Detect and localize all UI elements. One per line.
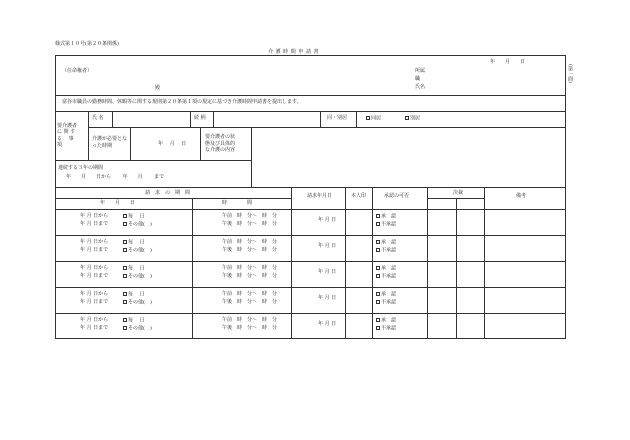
option-daily[interactable] (123, 240, 145, 246)
checkbox-icon (376, 292, 380, 296)
divider (130, 127, 131, 160)
option-other[interactable] (123, 248, 152, 254)
time-pm[interactable]: 午後 時 分～ 時 分 (222, 299, 278, 305)
apply-date[interactable]: 年 月 日 (318, 295, 337, 301)
checkbox-icon (366, 116, 370, 120)
cohabit-option-separate[interactable] (405, 116, 420, 122)
option-label: 不承認 (381, 325, 397, 332)
checkbox-icon (123, 240, 127, 244)
time-pm[interactable]: 午後 時 分～ 時 分 (222, 325, 278, 331)
divider (55, 111, 566, 112)
divider (484, 187, 485, 339)
approve-option[interactable] (376, 266, 396, 272)
checkbox-icon (123, 300, 127, 304)
option-other[interactable] (123, 300, 152, 306)
cohabit-option-same[interactable] (366, 116, 381, 122)
care-state-label (205, 134, 235, 154)
checkbox-icon (376, 222, 380, 226)
option-label: 毎 日 (128, 239, 145, 246)
divider (372, 187, 373, 339)
checkbox-icon (376, 300, 380, 304)
option-label: 毎 日 (128, 291, 145, 298)
checkbox-icon (123, 318, 127, 322)
reject-option[interactable] (376, 248, 396, 254)
divider (55, 160, 251, 161)
cohabit-label: 同・別居 (327, 115, 348, 121)
checkbox-icon (405, 116, 409, 120)
period-label: 連続する３年の期間 (58, 165, 104, 171)
option-label: 承 認 (381, 239, 397, 246)
reject-option[interactable] (376, 326, 396, 332)
option-other[interactable] (123, 222, 152, 228)
time-am[interactable]: 午前 時 分～ 時 分 (222, 317, 278, 323)
divider (427, 198, 484, 199)
option-daily[interactable] (123, 214, 145, 220)
row-divider (55, 235, 566, 236)
option-label: その他( ) (128, 325, 152, 332)
time-pm[interactable]: 午後 時 分～ 時 分 (222, 221, 278, 227)
period-from[interactable]: 年 月 日から (80, 213, 109, 219)
checkbox-icon (123, 266, 127, 270)
divider (213, 111, 214, 127)
option-label: その他( ) (128, 273, 152, 280)
option-label: その他( ) (128, 221, 152, 228)
divider (192, 198, 193, 339)
checkbox-icon (123, 292, 127, 296)
date-subheader: 年 月 日 (100, 200, 136, 206)
option-label: 毎 日 (128, 317, 145, 324)
divider (55, 187, 566, 188)
option-label: 不承認 (381, 221, 397, 228)
need-date[interactable]: 年 月 日 (158, 141, 187, 147)
care-group-line: に 関 す (57, 129, 76, 136)
time-am[interactable]: 午前 時 分～ 時 分 (222, 265, 278, 271)
option-daily[interactable] (123, 292, 145, 298)
care-group-line: 要介護者 (57, 123, 78, 129)
period-to[interactable]: 年 月 日まで (80, 299, 109, 305)
reject-option[interactable] (376, 274, 396, 280)
time-am[interactable]: 午前 時 分～ 時 分 (222, 239, 278, 245)
need-time-label (92, 136, 127, 149)
checkbox-icon (123, 222, 127, 226)
checkbox-icon (376, 274, 380, 278)
approve-option[interactable] (376, 318, 396, 324)
option-label: その他( ) (128, 299, 152, 306)
care-state-line: な介護の内容 (205, 147, 236, 153)
divider (190, 111, 191, 127)
option-label: 毎 日 (128, 213, 145, 220)
divider (55, 95, 566, 96)
dept-label: 所属 (415, 68, 426, 74)
period-to[interactable]: 年 月 日まで (80, 273, 109, 279)
period-from[interactable]: 年 月 日から (80, 291, 109, 297)
need-time-line: った時期 (92, 142, 113, 149)
submission-date[interactable]: 年 月 日 (490, 59, 526, 65)
option-label: 承 認 (381, 213, 397, 220)
checkbox-icon (123, 248, 127, 252)
period-header: 請 求 の 期 間 (145, 190, 191, 196)
checkbox-icon (376, 318, 380, 322)
intro-text: 富谷市職員の勤務時間、休暇等に関する規則第２０条第１項の規定に基づき介護時間申請書を提出します。 (62, 99, 302, 105)
option-daily[interactable] (123, 318, 145, 324)
divider (200, 127, 201, 160)
apply-date-header: 請求年月日 (307, 193, 333, 199)
apply-date[interactable]: 年 月 日 (318, 321, 337, 327)
checkbox-icon (376, 326, 380, 330)
care-state-line: 要介護者の状 (205, 134, 236, 140)
reject-option[interactable] (376, 222, 396, 228)
self-seal-header: 本人印 (351, 193, 367, 199)
checkbox-icon (123, 326, 127, 330)
period-to[interactable]: 年 月 日まで (80, 325, 109, 331)
apply-date[interactable]: 年 月 日 (318, 269, 337, 275)
time-pm[interactable]: 午後 時 分～ 時 分 (222, 273, 278, 279)
checkbox-icon (376, 214, 380, 218)
period-value[interactable]: 年 月 日から 年 月 まで (66, 174, 165, 180)
option-label: 同居 (371, 115, 382, 122)
time-am[interactable]: 午前 時 分～ 時 分 (222, 291, 278, 297)
approval-header: 承認の可否 (384, 193, 410, 199)
reject-option[interactable] (376, 300, 396, 306)
time-am[interactable]: 午前 時 分～ 時 分 (222, 213, 278, 219)
checkbox-icon (123, 274, 127, 278)
approve-option[interactable] (376, 292, 396, 298)
apply-date[interactable]: 年 月 日 (318, 243, 337, 249)
divider (112, 111, 113, 127)
option-label: 承 認 (381, 317, 397, 324)
divider (251, 127, 252, 187)
post-label: 職 (415, 76, 421, 82)
care-state-line: 態及び具体的 (205, 140, 236, 147)
option-daily[interactable] (123, 266, 145, 272)
option-label: 別居 (410, 115, 421, 122)
divider (88, 127, 566, 128)
form-title: 介 護 時 間 申 請 書 (268, 49, 320, 55)
divider (55, 209, 566, 210)
option-other[interactable] (123, 274, 152, 280)
remarks-header: 備考 (516, 193, 527, 199)
checkbox-icon (376, 266, 380, 270)
care-group-line: 項 (57, 141, 63, 148)
row-divider (55, 287, 566, 288)
option-label: 不承認 (381, 273, 397, 280)
period-to[interactable]: 年 月 日まで (80, 221, 109, 227)
divider (291, 187, 292, 339)
time-pm[interactable]: 午後 時 分～ 時 分 (222, 247, 278, 253)
divider (320, 111, 321, 127)
row-divider (55, 261, 566, 262)
option-label: その他( ) (128, 247, 152, 254)
option-label: 毎 日 (128, 265, 145, 272)
option-label: 不承認 (381, 247, 397, 254)
form-number: 様式第１０号(第２０条関係) (55, 41, 119, 47)
applicant-name-label: 氏名 (415, 84, 426, 90)
divider (427, 187, 428, 339)
time-subheader: 時 間 (222, 200, 253, 206)
addressee-label: （任命権者） (62, 68, 93, 74)
addressee-suffix: 殿 (155, 85, 161, 91)
period-from[interactable]: 年 月 日から (80, 317, 109, 323)
need-time-line: 介護が必要とな (92, 136, 128, 142)
checkbox-icon (376, 248, 380, 252)
divider (88, 111, 89, 160)
decision-header: 決裁 (453, 190, 464, 196)
divider (456, 198, 457, 339)
option-label: 承 認 (381, 291, 397, 298)
divider (55, 198, 291, 199)
relation-label: 続 柄 (194, 115, 206, 121)
divider (356, 111, 357, 127)
period-from[interactable]: 年 月 日から (80, 239, 109, 245)
approve-option[interactable] (376, 214, 396, 220)
period-from[interactable]: 年 月 日から (80, 265, 109, 271)
care-name-label: 氏 名 (92, 115, 104, 121)
divider (345, 187, 346, 339)
option-other[interactable] (123, 326, 152, 332)
period-to[interactable]: 年 月 日まで (80, 247, 109, 253)
checkbox-icon (123, 214, 127, 218)
apply-date[interactable]: 年 月 日 (318, 217, 337, 223)
option-label: 不承認 (381, 299, 397, 306)
care-group-line: る 事 (57, 135, 74, 142)
care-group-label (57, 123, 87, 148)
option-label: 承 認 (381, 265, 397, 272)
approve-option[interactable] (376, 240, 396, 246)
checkbox-icon (376, 240, 380, 244)
row-divider (55, 313, 566, 314)
side-tab-label: (第一面) (567, 64, 573, 83)
